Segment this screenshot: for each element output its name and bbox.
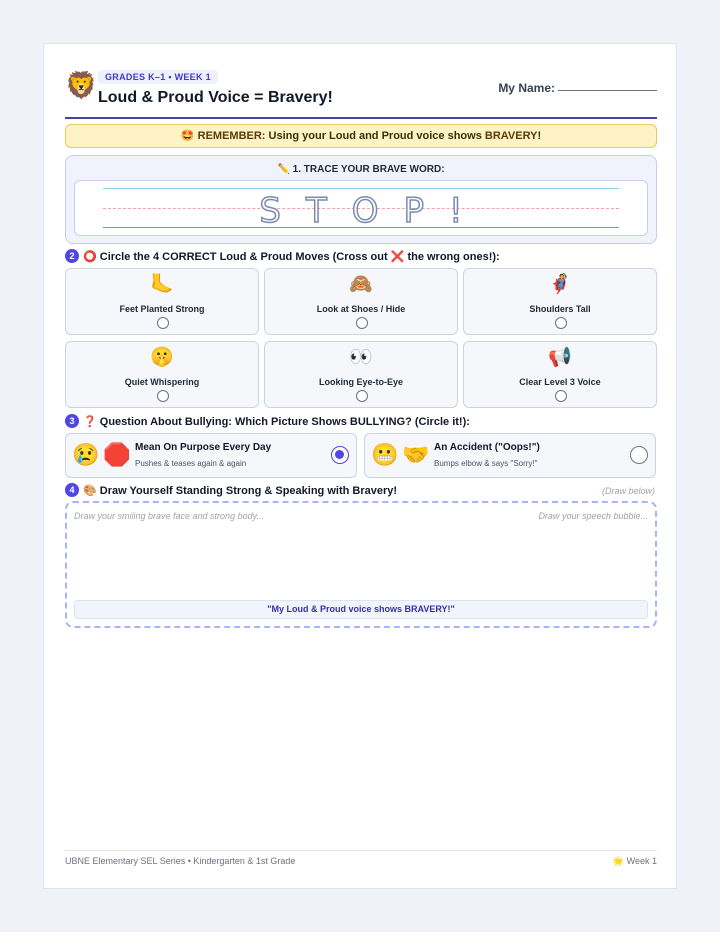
- question-mark-icon: ❓: [83, 416, 97, 428]
- name-label: My Name:: [498, 81, 555, 95]
- grimacing-face-handshake-icon: 😬🤝: [371, 442, 434, 467]
- draw-hint: (Draw below): [601, 486, 655, 496]
- crying-face-stop-sign-icon: 😢🛑: [72, 442, 135, 467]
- section4-heading: [65, 483, 397, 499]
- trace-writing-area[interactable]: [74, 180, 648, 236]
- move-card-label: Looking Eye-to-Eye: [318, 377, 403, 387]
- remember-bold-word: BRAVERY: [484, 130, 538, 142]
- move-card-feet[interactable]: [65, 268, 259, 335]
- section2-text-before: Circle the 4 CORRECT Loud & Proud Moves (Cross out: [99, 251, 391, 263]
- bullying-radio-selected[interactable]: [331, 446, 349, 464]
- trace-title: [66, 164, 656, 175]
- remember-end: !: [537, 130, 542, 142]
- move-radio[interactable]: [555, 390, 567, 402]
- draw-bubble-placeholder: Draw your speech bubble...: [538, 511, 648, 521]
- section-number-badge: 3: [65, 414, 79, 428]
- move-card-voice[interactable]: [463, 341, 657, 408]
- footer-week-label: Week 1: [626, 856, 657, 866]
- move-card-shoes[interactable]: [264, 268, 458, 335]
- superhero-icon: 🦸: [548, 274, 572, 295]
- star-struck-icon: 🤩: [180, 130, 195, 142]
- drawing-area[interactable]: [65, 501, 657, 628]
- bullying-option-mean[interactable]: [65, 433, 357, 478]
- move-radio[interactable]: [356, 317, 368, 329]
- move-card-eyes[interactable]: [264, 341, 458, 408]
- move-card-label: Look at Shoes / Hide: [316, 304, 406, 314]
- remember-label: REMEMBER:: [197, 130, 266, 142]
- see-no-evil-monkey-icon: 🙈: [349, 274, 373, 295]
- bullying-option-accident[interactable]: [364, 433, 656, 478]
- bullying-option-subtitle: Pushes & teases again & again: [135, 459, 247, 468]
- palette-icon: 🎨: [83, 485, 97, 497]
- worksheet-page: [43, 43, 677, 889]
- move-card-label: Quiet Whispering: [124, 377, 200, 387]
- trace-section: [65, 155, 657, 244]
- cross-mark-icon: ❌: [390, 251, 405, 263]
- section-number-badge: 4: [65, 483, 79, 497]
- move-card-label: Clear Level 3 Voice: [519, 377, 601, 387]
- bullying-option-title: An Accident ("Oops!"): [434, 442, 540, 453]
- remember-banner: [65, 124, 657, 148]
- section2-heading: [65, 249, 500, 265]
- section3-heading: [65, 414, 470, 430]
- lion-face-icon: 🦁: [65, 70, 98, 100]
- trace-title-text: 1. TRACE YOUR BRAVE WORD:: [292, 164, 445, 175]
- section-number-badge: 2: [65, 249, 79, 263]
- pencil-icon: ✏️: [277, 164, 290, 175]
- name-write-line[interactable]: [558, 90, 657, 91]
- move-card-whisper[interactable]: [65, 341, 259, 408]
- footer-week: [613, 856, 657, 867]
- move-card-label: Shoulders Tall: [529, 304, 591, 314]
- remember-text: Using your Loud and Proud voice shows: [265, 130, 485, 142]
- eyes-icon: 👀: [349, 347, 373, 368]
- foot-icon: 🦶: [150, 274, 174, 295]
- top-guide-line: [103, 188, 619, 189]
- page-title: Loud & Proud Voice = Bravery!: [98, 89, 333, 106]
- trace-word: STOP!: [259, 191, 488, 231]
- bullying-option-title: Mean On Purpose Every Day: [135, 442, 272, 453]
- bravery-quote-banner: "My Loud & Proud voice shows BRAVERY!": [74, 600, 648, 619]
- bullying-radio[interactable]: [630, 446, 648, 464]
- grade-badge: GRADES K–1 • WEEK 1: [98, 70, 218, 84]
- move-radio[interactable]: [157, 317, 169, 329]
- move-card-label: Feet Planted Strong: [119, 304, 205, 314]
- draw-face-placeholder: Draw your smiling brave face and strong body...: [74, 511, 264, 521]
- page-footer: [65, 850, 657, 866]
- move-radio[interactable]: [555, 317, 567, 329]
- bullying-option-subtitle: Bumps elbow & says "Sorry!": [434, 459, 538, 468]
- section4-text: Draw Yourself Standing Strong & Speaking with Bravery!: [99, 485, 398, 497]
- move-radio[interactable]: [356, 390, 368, 402]
- move-radio[interactable]: [157, 390, 169, 402]
- star-icon: 🌟: [612, 856, 625, 866]
- loudspeaker-icon: 📢: [548, 347, 572, 368]
- section2-text-after: the wrong ones!):: [404, 251, 500, 263]
- moves-grid: [65, 268, 657, 409]
- move-card-shoulders[interactable]: [463, 268, 657, 335]
- worksheet-header: [65, 70, 657, 119]
- section3-text: Question About Bullying: Which Picture Shows BULLYING? (Circle it!):: [99, 416, 470, 428]
- footer-series: UBNE Elementary SEL Series • Kindergarten & 1st Grade: [65, 856, 296, 866]
- circle-icon: ⭕: [83, 251, 97, 263]
- shushing-face-icon: 🤫: [150, 347, 174, 368]
